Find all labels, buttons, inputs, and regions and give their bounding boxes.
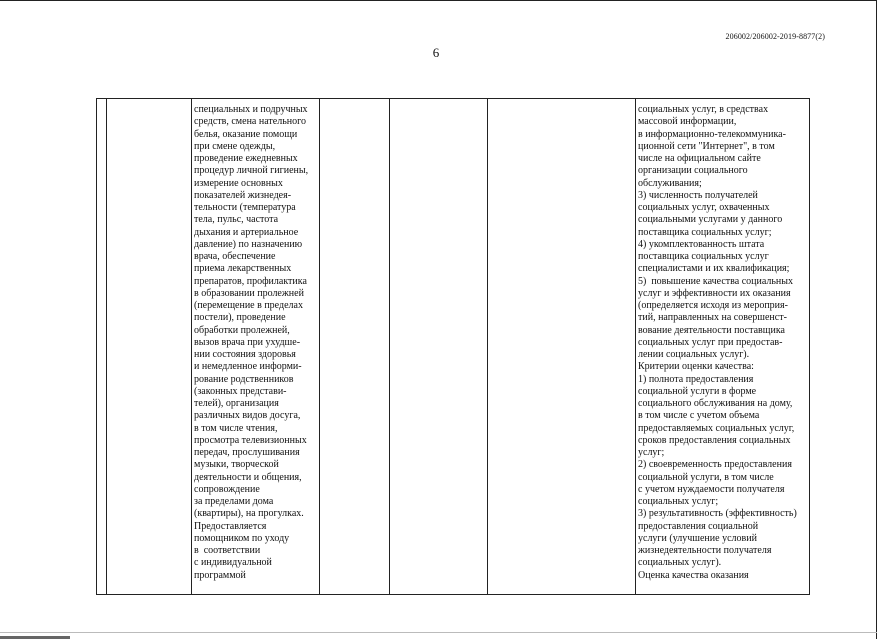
text-line: постели), проведение	[194, 312, 286, 324]
text-line: дыхания и артериальное	[194, 226, 299, 238]
text-line: 3) результативность (эффективность)	[638, 508, 797, 520]
text-line: 1) полнота предоставления	[638, 373, 754, 385]
text-line: поставщика социальных услуг	[638, 251, 769, 262]
text-line: телей), организация	[194, 398, 279, 409]
text-line: тий, направленных на совершенст-	[638, 312, 787, 324]
text-line: передач, прослушивания	[194, 447, 300, 458]
text-line: в образовании пролежней	[194, 287, 304, 299]
text-line: (квартиры), на прогулках.	[194, 508, 304, 520]
text-line: 2) своевременность предоставления	[638, 459, 792, 471]
text-line: сопровождение	[194, 483, 260, 495]
text-line: обслуживания;	[638, 177, 702, 189]
text-line: Критерии оценки качества:	[638, 361, 754, 373]
text-line: числе на официальном сайте	[638, 153, 761, 164]
text-line: рование родственников	[194, 373, 294, 385]
text-line: социальных услуг при предостав-	[638, 336, 783, 348]
text-line: социальных услуг).	[638, 557, 722, 569]
text-line: средств, смена нательного	[194, 116, 306, 128]
text-line: 5) повышение качества социальных	[638, 275, 793, 287]
text-line: музыки, творческой	[194, 459, 279, 471]
text-line: 3) численность получателей	[638, 189, 758, 201]
text-line: социальной услуги в форме	[638, 385, 757, 397]
text-line: препаратов, профилактика	[194, 275, 307, 287]
text-line: различных видов досуга,	[194, 410, 301, 422]
text-line: процедур личной гигиены,	[194, 165, 309, 177]
text-line: показателей жизнедея-	[194, 189, 292, 201]
text-line: просмотра телевизионных	[194, 434, 307, 446]
text-line: жизнедеятельности получателя	[638, 545, 772, 556]
text-line: организации социального	[638, 165, 748, 177]
text-line: лении социальных услуг).	[638, 349, 750, 360]
text-line: при смене одежды,	[194, 140, 276, 152]
text-line: тела, пульс, частота	[194, 214, 279, 226]
text-line: предоставляемых социальных услуг,	[638, 422, 795, 434]
text-line: в соответствии	[194, 545, 261, 556]
text-line: деятельности и общения,	[194, 471, 302, 483]
text-line: помощником по уходу	[194, 532, 290, 544]
services-table	[96, 98, 810, 595]
text-line: услуг;	[638, 447, 665, 458]
quality-criteria-cell	[638, 104, 810, 582]
text-line: 4) укомплектованность штата	[638, 238, 765, 250]
text-line: услуги (улучшение условий	[638, 532, 757, 544]
text-line: и немедленное информи-	[194, 361, 302, 373]
text-line: в том числе с учетом объема	[638, 410, 760, 422]
text-line: предоставления социальной	[638, 520, 759, 532]
text-line: приема лекарственных	[194, 263, 292, 275]
page-number: 6	[432, 45, 440, 60]
text-line: сроков предоставления социальных	[638, 434, 791, 446]
column-divider	[319, 99, 320, 594]
text-line: нии состояния здоровья	[194, 349, 296, 360]
page-border-bottom	[0, 632, 877, 633]
text-line: (перемещение в пределах	[194, 300, 303, 311]
text-line: обработки пролежней,	[194, 324, 290, 336]
text-line: проведение ежедневных	[194, 153, 298, 164]
page-border-top	[0, 0, 877, 1]
text-line: программой	[194, 569, 246, 581]
column-divider	[191, 99, 192, 594]
text-line: ционной сети "Интернет", в том	[638, 140, 775, 152]
text-line: за пределами дома	[194, 496, 274, 507]
column-divider	[487, 99, 488, 594]
text-line: Оценка качества оказания	[638, 569, 749, 581]
text-line: (законных представи-	[194, 385, 287, 397]
text-line: специалистами и их квалификация;	[638, 263, 790, 275]
column-divider	[635, 99, 636, 594]
text-line: с индивидуальной	[194, 557, 272, 569]
text-line: социальных услуг, охваченных	[638, 202, 770, 213]
text-line: социальных услуг, в средствах	[638, 104, 769, 115]
text-line: в том числе чтения,	[194, 422, 278, 434]
text-line: социальных услуг;	[638, 496, 719, 507]
text-line: (определяется исходя из мероприя-	[638, 300, 788, 311]
text-line: услуг и эффективности их оказания	[638, 287, 791, 299]
text-line: белья, оказание помощи	[194, 128, 298, 140]
text-line: вование деятельности поставщика	[638, 324, 785, 336]
text-line: социальными услугами у данного	[638, 214, 783, 226]
text-line: социального обслуживания на дому,	[638, 398, 793, 409]
text-line: измерение основных	[194, 177, 283, 189]
text-line: тельности (температура	[194, 202, 296, 213]
text-line: специальных и подручных	[194, 104, 308, 115]
text-line: поставщика социальных услуг;	[638, 226, 772, 238]
text-line: давление) по назначению	[194, 238, 303, 250]
text-line: Предоставляется	[194, 520, 267, 532]
text-line: в информационно-телекоммуника-	[638, 128, 786, 140]
text-line: с учетом нуждаемости получателя	[638, 483, 785, 495]
text-line: социальной услуги, в том числе	[638, 471, 774, 483]
column-divider	[106, 99, 107, 594]
text-line: массовой информации,	[638, 116, 737, 128]
text-line: врача, обеспечение	[194, 251, 276, 262]
service-description-cell	[194, 104, 316, 582]
column-divider	[389, 99, 390, 594]
document-id: 206002/206002-2019-8877(2)	[725, 32, 825, 41]
text-line: вызов врача при ухудше-	[194, 336, 301, 348]
